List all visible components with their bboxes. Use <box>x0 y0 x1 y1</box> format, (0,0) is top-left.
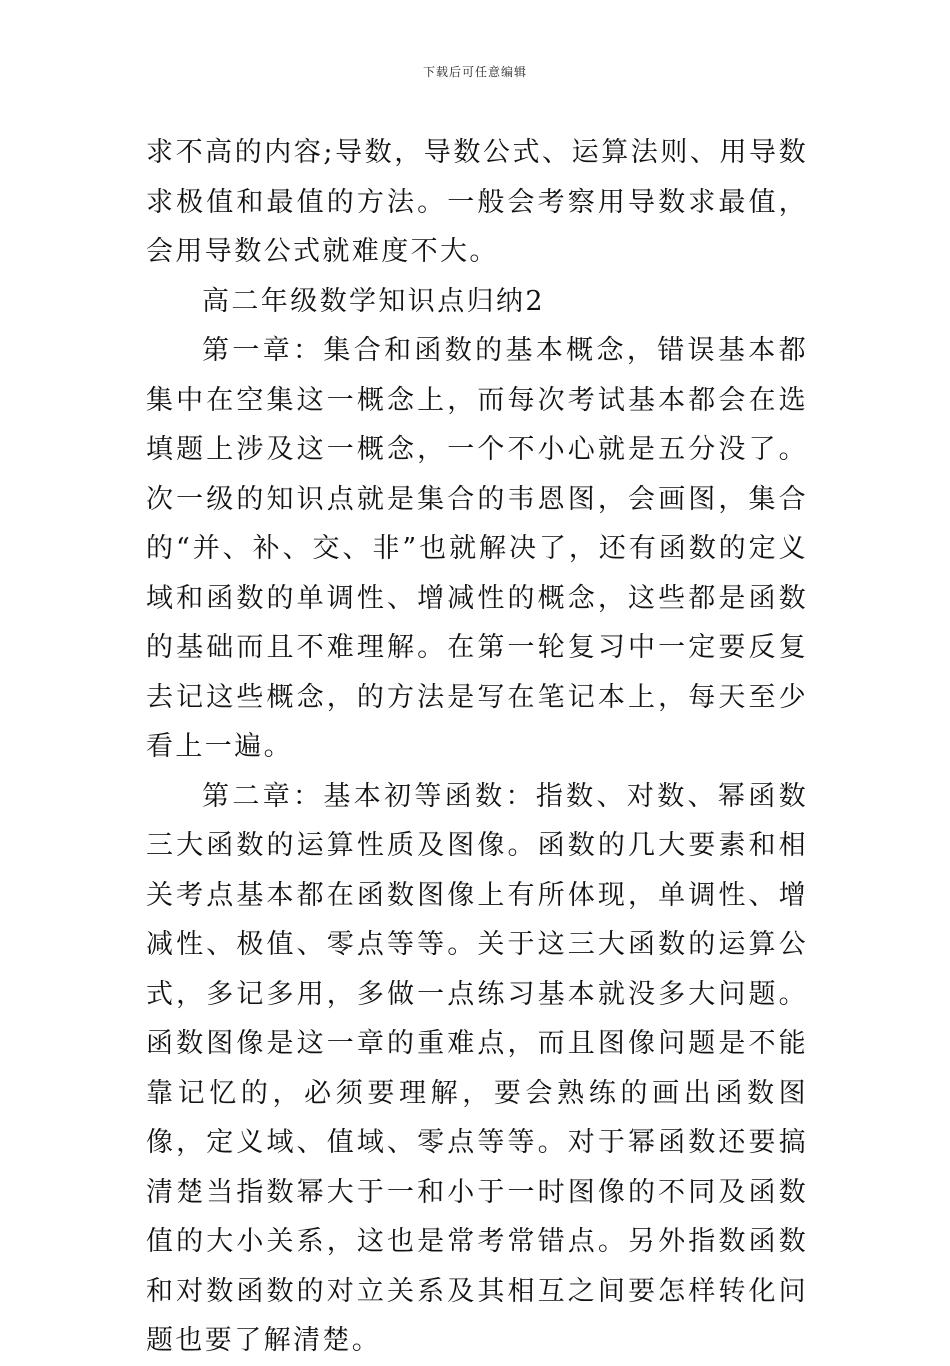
paragraph-chapter-2: 第二章：基本初等函数：指数、对数、幂函数三大函数的运算性质及图像。函数的几大要素和相关考点基本都在函数图像上有所体现，单调性、增减性、极值、零点等等。关于这三大函数的运算公式，多记多用，多做一点练习基本就没多大问题。函数图像是这一章的重难点，而且图像问题是不能靠记忆的，必须要理解，要会熟练的画出函数图像，定义域、值域、零点等等。对于幂函数还要搞清楚当指数幂大于一和小于一时图像的不同及函数值的大小关系，这也是常考常错点。另外指数函数和对数函数的对立关系及其相互之间要怎样转化问题也要了解清楚。 <box>146 780 808 1356</box>
section-title: 高二年级数学知识点归纳2 <box>202 285 545 317</box>
page-header: 下载后可任意编辑 <box>422 65 527 79</box>
paragraph-continuation: 求不高的内容;导数，导数公式、运算法则、用导数求极值和最值的方法。一般会考察用导数求最值，会用导数公式就难度不大。 <box>146 137 808 267</box>
document-body <box>146 128 808 1366</box>
paragraph-chapter-1: 第一章：集合和函数的基本概念，错误基本都集中在空集这一概念上，而每次考试基本都会在选填题上涉及这一概念，一个不小心就是五分没了。次一级的知识点就是集合的韦恩图，会画图，集合的“并、补、交、非”也就解决了，还有函数的定义域和函数的单调性、增减性的概念，这些都是函数的基础而且不难理解。在第一轮复习中一定要反复去记这些概念，的方法是写在笔记本上，每天至少看上一遍。 <box>146 335 808 762</box>
